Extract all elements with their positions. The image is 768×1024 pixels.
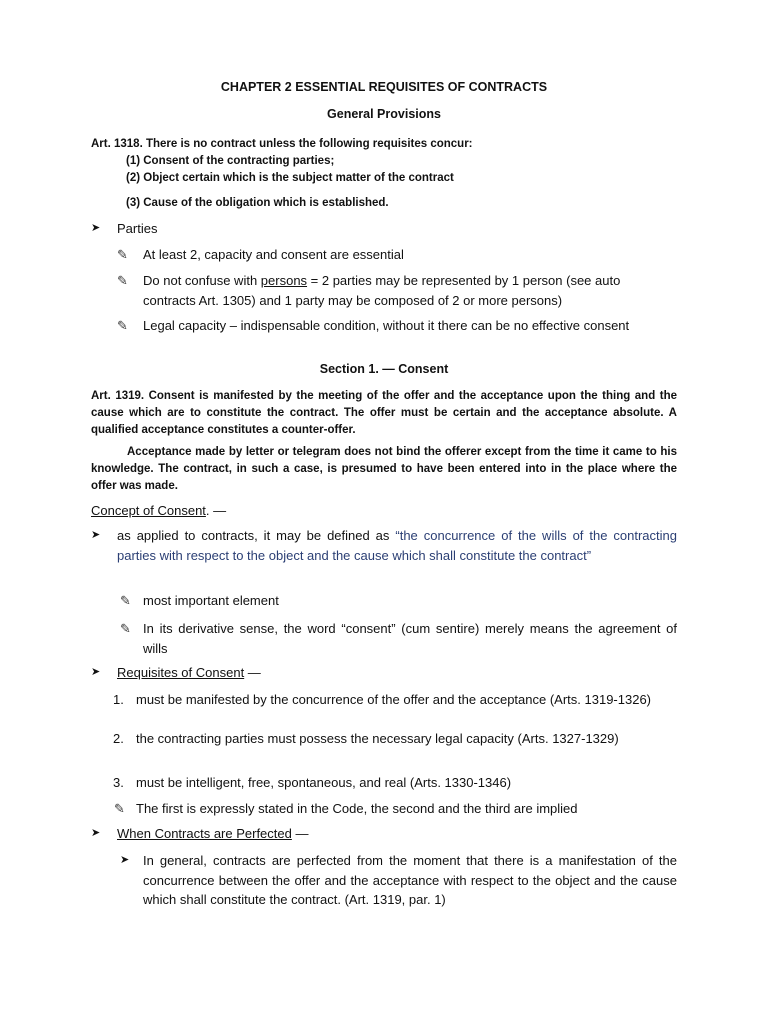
- requisite-2: the contracting parties must possess the necessary legal capacity (Arts. 1327-1329): [136, 731, 619, 746]
- perfected-heading: When Contracts are Perfected —: [117, 826, 309, 841]
- requisite-number-1: 1.: [113, 692, 124, 707]
- parties-item-3: Legal capacity – indispensable condition, without it there can be no effective consent: [143, 318, 630, 333]
- requisite-number-3: 3.: [113, 775, 124, 790]
- arrow-bullet-icon: ➤: [120, 854, 130, 866]
- concept-definition: as applied to contracts, it may be defined as “the concurrence of the wills of the contracting parties with respect to the object and the cause which shall constitute the contract”: [117, 528, 677, 563]
- art1318-req3: (3) Cause of the obligation which is established.: [126, 197, 389, 209]
- arrow-bullet-icon: ➤: [91, 529, 101, 541]
- arrow-bullet-icon: ➤: [91, 827, 101, 839]
- art1319-paragraph-2: Acceptance made by letter or telegram does not bind the offerer except from the time it came to his knowledge. The contract, in such a case, is presumed to have been entered into in the place where the offer was made.: [91, 446, 677, 492]
- arrow-bullet-icon: ➤: [91, 666, 101, 678]
- art1318-req2: (2) Object certain which is the subject matter of the contract: [126, 172, 454, 184]
- concept-sub-1: most important element: [143, 593, 279, 608]
- hand-bullet-icon: ✎: [120, 593, 131, 608]
- requisite-number-2: 2.: [113, 731, 124, 746]
- hand-bullet-icon: ✎: [117, 318, 128, 333]
- art1318-req1: (1) Consent of the contracting parties;: [126, 155, 335, 167]
- concept-heading: Concept of Consent. —: [91, 503, 227, 518]
- parties-label: Parties: [117, 221, 158, 236]
- hand-bullet-icon: ✎: [117, 247, 128, 262]
- section-1-title: Section 1. — Consent: [319, 362, 449, 376]
- hand-bullet-icon: ✎: [117, 273, 128, 288]
- requisite-1: must be manifested by the concurrence of the offer and the acceptance (Arts. 1319-1326): [136, 692, 652, 707]
- perfected-item-1: In general, contracts are perfected from the moment that there is a manifestation of the concurrence between the offer and the acceptance with respect to the object and the cause which shall constitute the contract. (Art. 1319, par. 1): [143, 853, 677, 907]
- parties-item-2: Do not confuse with persons = 2 parties may be represented by 1 person (see auto contracts Art. 1305) and 1 party may be composed of 2 or more persons): [143, 273, 621, 308]
- requisites-heading: Requisites of Consent —: [117, 665, 261, 680]
- arrow-bullet-icon: ➤: [91, 222, 101, 234]
- concept-quote: “the concurrence of the wills of the contracting parties with respect to the object and the cause which shall constitute the contract”: [117, 528, 677, 563]
- parties-item-1: At least 2, capacity and consent are essential: [143, 247, 404, 262]
- art1319-paragraph-1: Art. 1319. Consent is manifested by the meeting of the offer and the acceptance upon the thing and the cause which are to constitute the contract. The offer must be certain and the acceptance absolute. A qualified acceptance constitutes a counter-offer.: [91, 390, 677, 436]
- requisite-3: must be intelligent, free, spontaneous, and real (Arts. 1330-1346): [136, 775, 512, 790]
- concept-sub-2: In its derivative sense, the word “consent” (cum sentire) merely means the agreement of wills: [143, 621, 677, 656]
- chapter-title: CHAPTER 2 ESSENTIAL REQUISITES OF CONTRACTS: [220, 80, 548, 94]
- section-subtitle: General Provisions: [327, 107, 441, 121]
- art1318-intro: Art. 1318. There is no contract unless the following requisites concur:: [91, 138, 473, 150]
- persons-underlined: persons: [260, 273, 308, 288]
- hand-bullet-icon: ✎: [114, 801, 125, 816]
- hand-bullet-icon: ✎: [120, 621, 131, 636]
- requisites-note: The first is expressly stated in the Code, the second and the third are implied: [136, 801, 578, 816]
